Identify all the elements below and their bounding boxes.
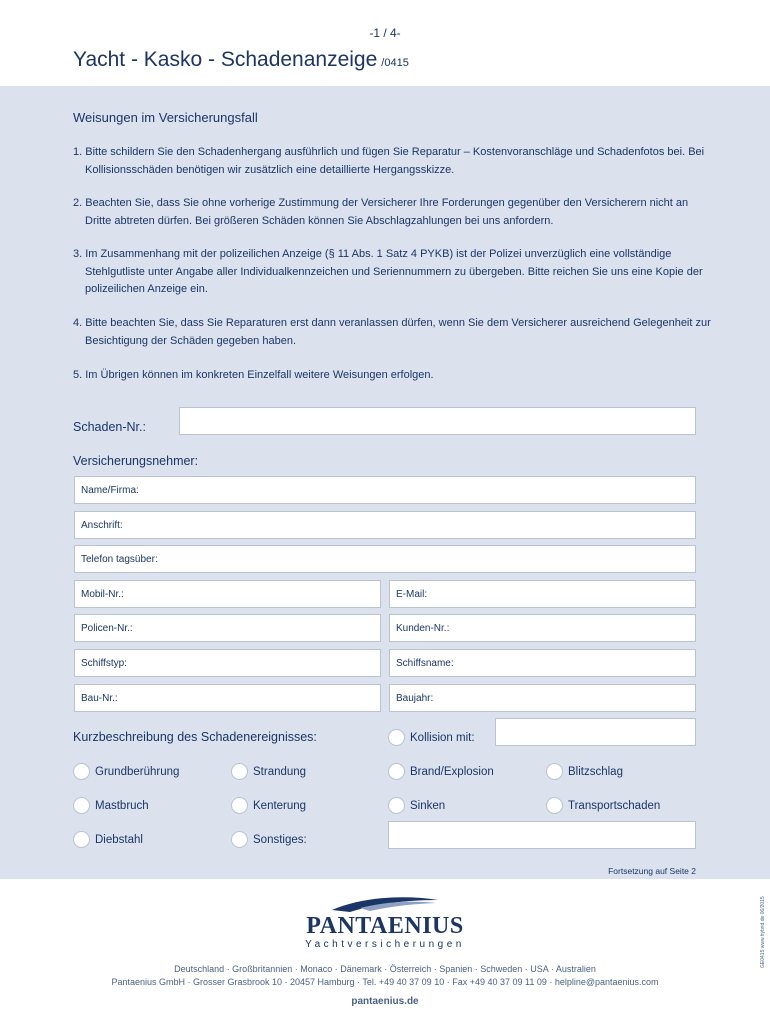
option-theft[interactable]: [73, 831, 143, 848]
option-other[interactable]: [231, 831, 307, 848]
incident-heading: Kurzbeschreibung des Schadenereignisses:: [73, 730, 317, 744]
radio-theft[interactable]: [73, 831, 90, 848]
build-number-label: Bau-Nr.:: [81, 692, 118, 704]
option-lightning[interactable]: [546, 763, 623, 780]
footer-countries: Deutschland · Großbritannien · Monaco · Dänemark · Österreich · Spanien · Schweden · USA · Australien: [174, 964, 596, 974]
build-year-field[interactable]: [389, 684, 696, 712]
form-title-text: Yacht - Kasko - Schadenanzeige: [73, 48, 378, 71]
option-grounding[interactable]: [73, 763, 179, 780]
mobile-field[interactable]: [74, 580, 381, 608]
radio-collision[interactable]: [388, 729, 405, 746]
name-field[interactable]: [74, 476, 696, 504]
instruction-item: 2. Beachten Sie, dass Sie ohne vorherige Zustimmung der Versicherer Ihre Forderungen gegenüber den Versicherern nicht an Dritte abtreten dürfen. Bei größeren Schäden können Sie Abschlagzahlungen bei uns anfordern.: [73, 197, 689, 227]
option-other-label: Sonstiges:: [253, 833, 307, 846]
policy-number-field[interactable]: [74, 614, 381, 642]
ship-name-field[interactable]: [389, 649, 696, 677]
other-description-input[interactable]: [388, 821, 696, 849]
form-version: /0415: [381, 57, 409, 69]
option-collision[interactable]: [388, 729, 475, 746]
radio-sinking[interactable]: [388, 797, 405, 814]
customer-number-label: Kunden-Nr.:: [396, 622, 450, 634]
option-fire-label: Brand/Explosion: [410, 765, 494, 778]
option-fire[interactable]: [388, 763, 494, 780]
radio-fire[interactable]: [388, 763, 405, 780]
collision-with-input[interactable]: [495, 718, 696, 746]
option-lightning-label: Blitzschlag: [568, 765, 623, 778]
option-grounding-label: Grundberührung: [95, 765, 180, 778]
form-title: [73, 48, 409, 72]
option-stranding[interactable]: [231, 763, 306, 780]
option-dismasting-label: Mastbruch: [95, 799, 149, 812]
address-field[interactable]: [74, 511, 696, 539]
phone-field[interactable]: [74, 545, 696, 573]
instruction-item: 5. Im Übrigen können im konkreten Einzelfall weitere Weisungen erfolgen.: [73, 369, 434, 381]
email-field-label: E-Mail:: [396, 588, 428, 600]
instruction-item: 4. Bitte beachten Sie, dass Sie Reparaturen erst dann veranlassen dürfen, wenn Sie dem Versicherer ausreichend Gelegenheit zur Besichtigung der Schäden gegeben haben.: [73, 317, 711, 347]
address-field-label: Anschrift:: [81, 519, 123, 531]
footer-company: Pantaenius GmbH · Grosser Grasbrook 10 · 20457 Hamburg · Tel. +49 40 37 09 10 · Fax +49 40 37 09 11 09 · helpline@pantaenius.com: [111, 977, 659, 987]
option-dismasting[interactable]: [73, 797, 149, 814]
radio-lightning[interactable]: [546, 763, 563, 780]
option-transport-label: Transportschaden: [568, 799, 661, 812]
option-theft-label: Diebstahl: [95, 833, 143, 846]
continuation-note: Fortsetzung auf Seite 2: [608, 866, 696, 876]
pantaenius-logo-icon: [330, 894, 440, 914]
radio-stranding[interactable]: [231, 763, 248, 780]
option-collision-label: Kollision mit:: [410, 731, 475, 744]
policy-number-label: Policen-Nr.:: [81, 622, 133, 634]
customer-number-field[interactable]: [389, 614, 696, 642]
mobile-field-label: Mobil-Nr.:: [81, 588, 124, 600]
name-field-label: Name/Firma:: [81, 484, 139, 496]
page-number: -1 / 4-: [369, 26, 401, 40]
radio-dismasting[interactable]: [73, 797, 90, 814]
ship-name-label: Schiffsname:: [396, 657, 454, 669]
radio-other[interactable]: [231, 831, 248, 848]
instructions-heading: Weisungen im Versicherungsfall: [73, 110, 258, 125]
radio-transport[interactable]: [546, 797, 563, 814]
side-print-code: GE0415 www.hybrid.de 06/2015: [760, 896, 766, 968]
build-year-label: Baujahr:: [396, 692, 434, 704]
email-field[interactable]: [389, 580, 696, 608]
brand-subtitle: Yachtversicherungen: [305, 939, 465, 950]
radio-capsizing[interactable]: [231, 797, 248, 814]
instruction-item: 3. Im Zusammenhang mit der polizeilichen Anzeige (§ 11 Abs. 1 Satz 4 PYKB) ist der Polizei unverzüglich eine vollständige Stehlgutliste unter Angabe aller Individualkennzeichen und Seriennummern zu übergeben. Bitte reichen Sie uns eine Kopie der polizeilichen Anzeige ein.: [73, 248, 703, 295]
ship-type-field[interactable]: [74, 649, 381, 677]
claim-number-label: Schaden-Nr.:: [73, 420, 146, 434]
option-sinking-label: Sinken: [410, 799, 446, 812]
phone-field-label: Telefon tagsüber:: [81, 553, 158, 565]
build-number-field[interactable]: [74, 684, 381, 712]
option-sinking[interactable]: [388, 797, 445, 814]
claim-number-input[interactable]: [179, 407, 696, 435]
instruction-item: 1. Bitte schildern Sie den Schadenhergang ausführlich und fügen Sie Reparatur – Kostenvoranschläge und Schadenfotos bei. Bei Kollisionsschäden benötigen wir zusätzlich eine detaillierte Hergangsskizze.: [73, 146, 705, 176]
ship-type-label: Schiffstyp:: [81, 657, 127, 669]
brand-name: PANTAENIUS: [306, 913, 464, 939]
insured-heading: Versicherungsnehmer:: [73, 454, 199, 468]
footer-website: pantaenius.de: [351, 996, 419, 1007]
option-capsizing[interactable]: [231, 797, 306, 814]
radio-grounding[interactable]: [73, 763, 90, 780]
option-stranding-label: Strandung: [253, 765, 307, 778]
option-capsizing-label: Kenterung: [253, 799, 307, 812]
option-transport[interactable]: [546, 797, 660, 814]
